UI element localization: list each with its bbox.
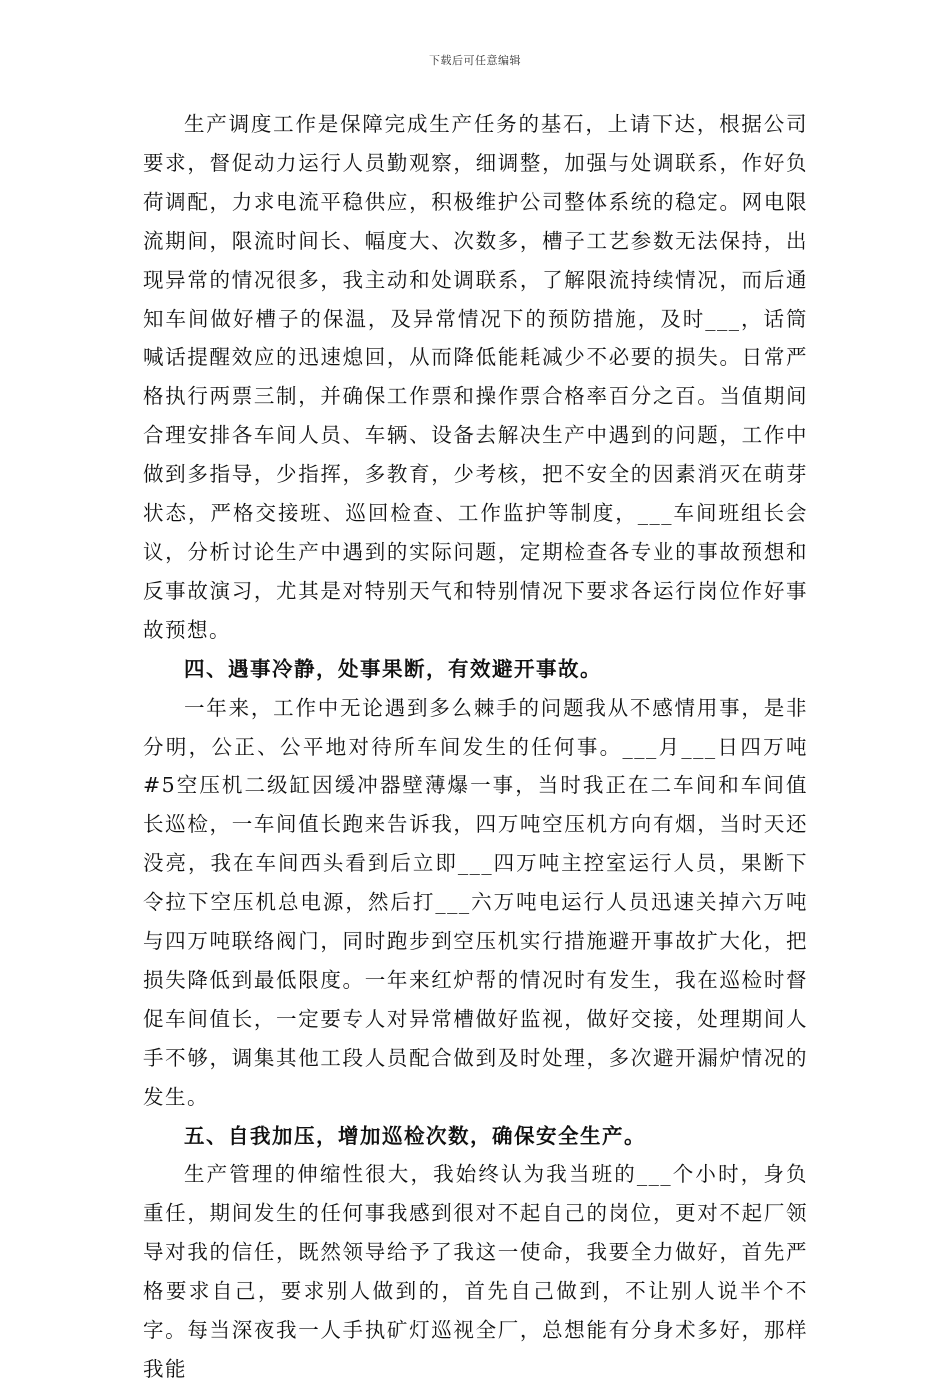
document-body xyxy=(143,105,808,1389)
section-heading-4: 四、遇事冷静，处事果断，有效避开事故。 xyxy=(184,656,602,681)
page-header: 下载后可任意编辑 xyxy=(429,54,521,67)
section-heading-5: 五、自我加压，增加巡检次数，确保安全生产。 xyxy=(184,1123,646,1148)
paragraph-calm-handling: 一年来，工作中无论遇到多么棘手的问题我从不感情用事，是非分明，公正、公平地对待所车间发生的任何事。___月___日四万吨#5空压机二级缸因缓冲器壁薄爆一事，当时我正在二车间和车间值长巡检，一车间值长跑来告诉我，四万吨空压机方向有烟，当时天还没亮，我在车间西头看到后立即___四万吨主控室运行人员，果断下令拉下空压机总电源，然后打___六万吨电运行人员迅速关掉六万吨与四万吨联络阀门，同时跑步到空压机实行措施避开事故扩大化，把损失降低到最低限度。一年来红炉帮的情况时有发生，我在巡检时督促车间值长，一定要专人对异常槽做好监视，做好交接，处理期间人手不够，调集其他工段人员配合做到及时处理，多次避开漏炉情况的发生。 xyxy=(143,695,808,1109)
paragraph-dispatch-work: 生产调度工作是保障完成生产任务的基石，上请下达，根据公司要求，督促动力运行人员勤观察，细调整，加强与处调联系，作好负荷调配，力求电流平稳供应，积极维护公司整体系统的稳定。网电限流期间，限流时间长、幅度大、次数多，槽子工艺参数无法保持，出现异常的情况很多，我主动和处调联系，了解限流持续情况，而后通知车间做好槽子的保温，及异常情况下的预防措施，及时___，话筒喊话提醒效应的迅速熄回，从而降低能耗减少不必要的损失。日常严格执行两票三制，并确保工作票和操作票合格率百分之百。当值期间合理安排各车间人员、车辆、设备去解决生产中遇到的问题，工作中做到多指导，少指挥，多教育，少考核，把不安全的因素消灭在萌芽状态，严格交接班、巡回检查、工作监护等制度，___车间班组长会议，分析讨论生产中遇到的实际问题，定期检查各专业的事故预想和反事故演习，尤其是对特别天气和特别情况下要求各运行岗位作好事故预想。 xyxy=(143,112,808,642)
paragraph-self-pressure: 生产管理的伸缩性很大，我始终认为我当班的___个小时，身负重任，期间发生的任何事我感到很对不起自己的岗位，更对不起厂领导对我的信任，既然领导给予了我这一使命，我要全力做好，首先严格要求自己，要求别人做到的，首先自己做到，不让别人说半个不字。每当深夜我一人手执矿灯巡视全厂，总想能有分身术多好，那样我能 xyxy=(143,1162,808,1381)
